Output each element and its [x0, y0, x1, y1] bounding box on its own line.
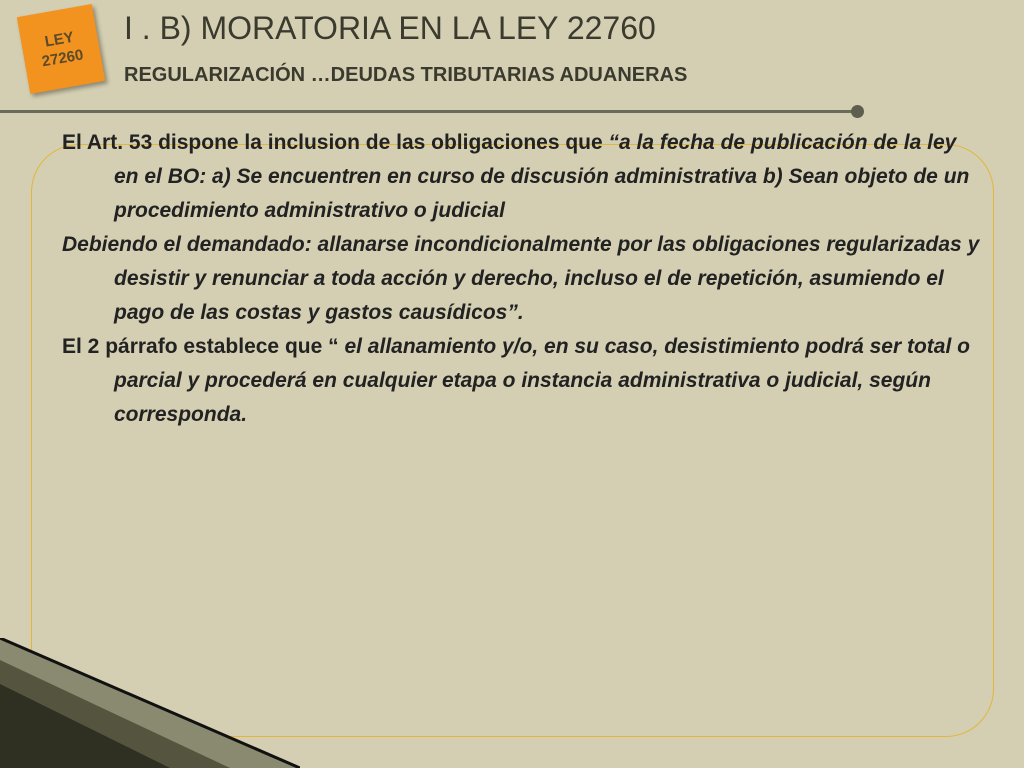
paragraph-1-quote: “a la fecha de publicación de la ley en el BO: a) Se encuentren en curso de discusión administrativa b) Sean objeto de un procedimiento administrativo o judicial: [114, 131, 970, 222]
paragraph-3-lead: El 2 párrafo establece que “: [62, 335, 345, 358]
badge-line-2: 27260: [40, 46, 85, 71]
paragraph-1-lead: El Art. 53 dispone la inclusion de las obligaciones que: [62, 131, 609, 154]
corner-decoration: [0, 638, 300, 768]
slide-subtitle: REGULARIZACIÓN …DEUDAS TRIBUTARIAS ADUANERAS: [124, 64, 688, 86]
paragraph-3-quote: el allanamiento y/o, en su caso, desistimiento podrá ser total o parcial y procederá en cualquier etapa o instancia administrativa o judicial, según corresponda.: [114, 335, 970, 426]
divider-end-dot: [851, 105, 864, 118]
paragraph-2-text: Debiendo el demandado: allanarse incondicionalmente por las obligaciones regularizadas y desistir y renunciar a toda acción y derecho, incluso el de repetición, asumiendo el pago de las costas y gastos causídicos”.: [62, 233, 980, 324]
paragraph-3: [62, 330, 982, 432]
slide-body: [62, 126, 982, 432]
badge-line-1: LEY: [43, 28, 76, 51]
header-divider: [0, 110, 856, 113]
slide-title: I . B) MORATORIA EN LA LEY 22760: [124, 10, 656, 46]
paragraph-1: [62, 126, 982, 228]
paragraph-2: [62, 228, 982, 330]
law-badge: [17, 4, 105, 94]
